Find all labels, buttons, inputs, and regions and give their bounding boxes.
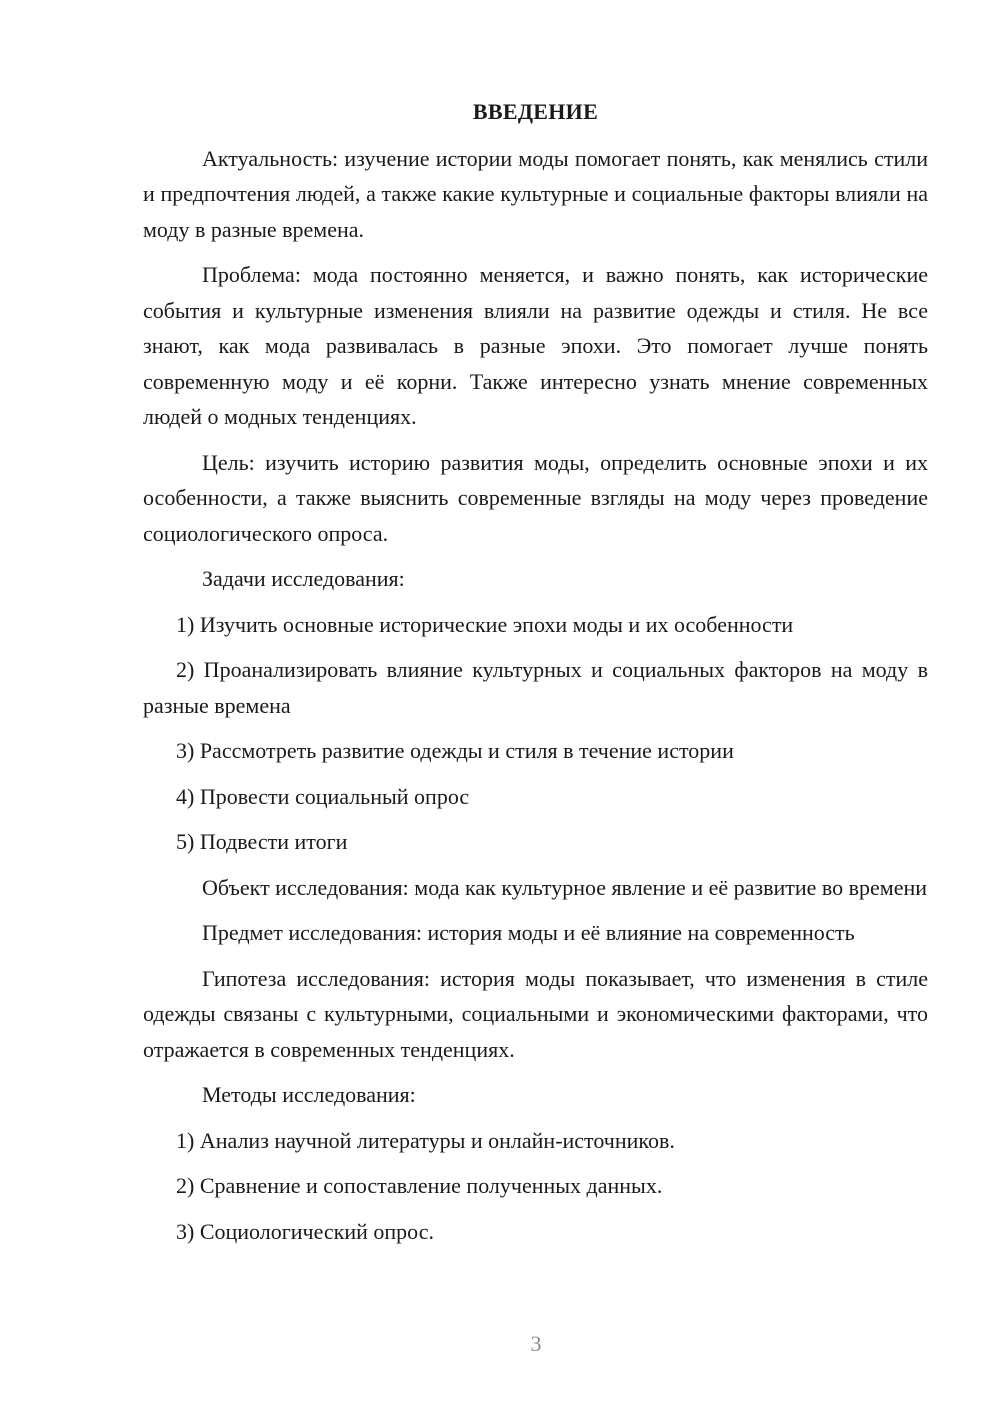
list-item-method-3: 3) Социологический опрос.	[176, 1218, 434, 1244]
section-heading: ВВЕДЕНИЕ	[472, 99, 599, 124]
list-item-task-4: 4) Провести социальный опрос	[176, 783, 470, 809]
list-item-task-5: 5) Подвести итоги	[176, 829, 348, 854]
list-item-task-1: 1) Изучить основные исторические эпохи моды и их особенности	[176, 611, 794, 637]
paragraph-tasks-heading: Задачи исследования:	[202, 566, 405, 591]
paragraph-problem: Проблема: мода постоянно меняется, и важно понять, как исторические события и культурные изменения влияли на развитие одежды и стиля. Не все знают, как мода развивалась в разные эпохи. Это помогает лучше понять современную моду и её корни. Также интересно узнать мнение современных людей о модных тенденциях.	[143, 262, 928, 429]
list-item-task-2: 2) Проанализировать влияние культурных и социальных факторов на моду в разные времена	[143, 657, 928, 718]
paragraph-goal: Цель: изучить историю развития моды, определить основные эпохи и их особенности, а также выяснить современные взгляды на моду через проведение социологического опроса.	[143, 449, 928, 546]
page-number: 3	[530, 1331, 542, 1356]
paragraph-hypothesis: Гипотеза исследования: история моды показывает, что изменения в стиле одежды связаны с культурными, социальными и экономическими факторами, что отражается в современных тенденциях.	[143, 965, 928, 1062]
paragraph-relevance: Актуальность: изучение истории моды помогает понять, как менялись стили и предпочтения людей, а также какие культурные и социальные факторы влияли на моду в разные времена.	[143, 145, 928, 242]
list-item-method-2: 2) Сравнение и сопоставление полученных данных.	[176, 1173, 663, 1198]
paragraph-subject: Предмет исследования: история моды и её влияние на современность	[202, 920, 855, 945]
list-item-method-1: 1) Анализ научной литературы и онлайн-источников.	[176, 1127, 675, 1153]
paragraph-object: Объект исследования: мода как культурное явление и её развитие во времени	[202, 874, 928, 900]
page-body	[143, 94, 928, 1259]
list-item-task-3: 3) Рассмотреть развитие одежды и стиля в течение истории	[176, 738, 734, 763]
paragraph-methods-heading: Методы исследования:	[202, 1082, 416, 1107]
